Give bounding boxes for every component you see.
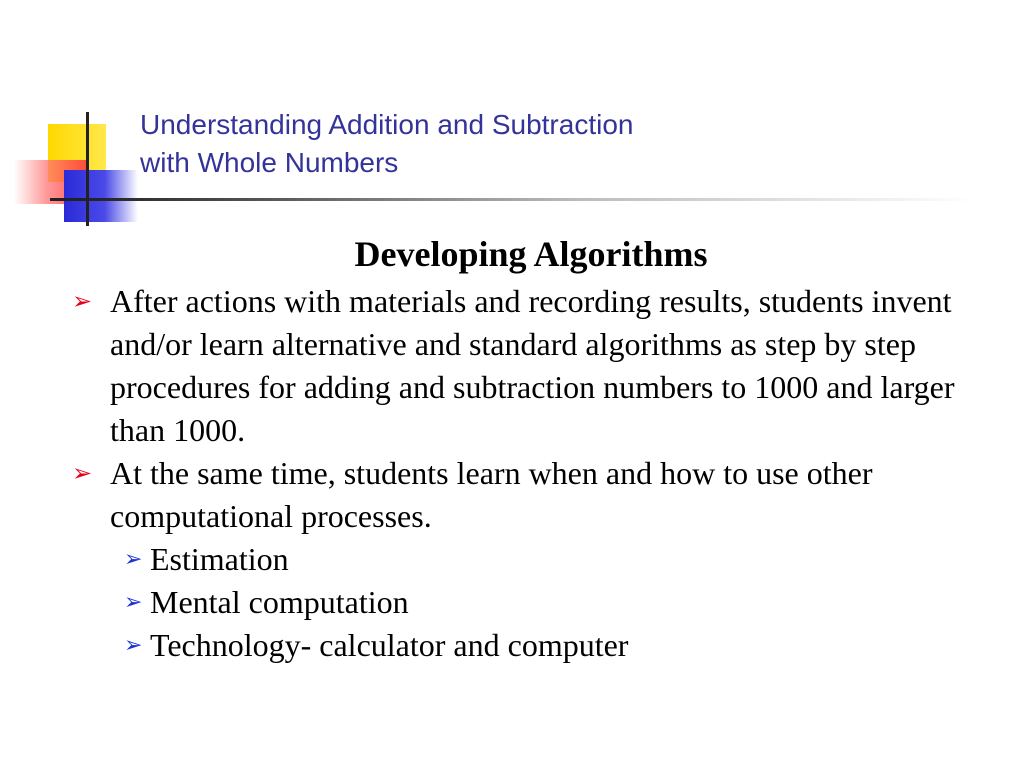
slide-title-line-2: with Whole Numbers — [140, 147, 399, 178]
arrow-right-icon: ➢ — [124, 590, 143, 615]
sub-bullet-text: Estimation — [150, 541, 289, 577]
arrow-right-icon: ➢ — [124, 547, 143, 572]
section-heading: Developing Algorithms — [354, 234, 708, 274]
arrow-right-icon: ➢ — [72, 459, 93, 487]
slide-title-line-1: Understanding Addition and Subtraction — [140, 109, 634, 140]
sub-bullet-text: Mental computation — [150, 584, 409, 620]
sub-bullet-list — [110, 538, 972, 667]
slide-title — [140, 106, 900, 182]
arrow-right-icon: ➢ — [72, 287, 93, 315]
bullet-item — [72, 452, 972, 667]
arrow-right-icon: ➢ — [124, 633, 143, 658]
bullet-item — [72, 280, 972, 452]
bullet-text: At the same time, students learn when and how to use other computational processes. — [110, 455, 873, 534]
sub-bullet-item — [124, 538, 972, 581]
sub-bullet-text: Technology- calculator and computer — [150, 627, 629, 663]
bullet-text: After actions with materials and recording results, students invent and/or learn alternative and standard algorithms as step by step procedures for adding and subtraction numbers to 1000 and larger than 1000. — [110, 283, 955, 448]
bullet-list — [72, 280, 972, 667]
title-underline-rule — [86, 198, 976, 201]
vertical-rule — [86, 112, 89, 226]
sub-bullet-item — [124, 624, 972, 667]
sub-bullet-item — [124, 581, 972, 624]
blue-gradient-shape — [64, 170, 138, 222]
